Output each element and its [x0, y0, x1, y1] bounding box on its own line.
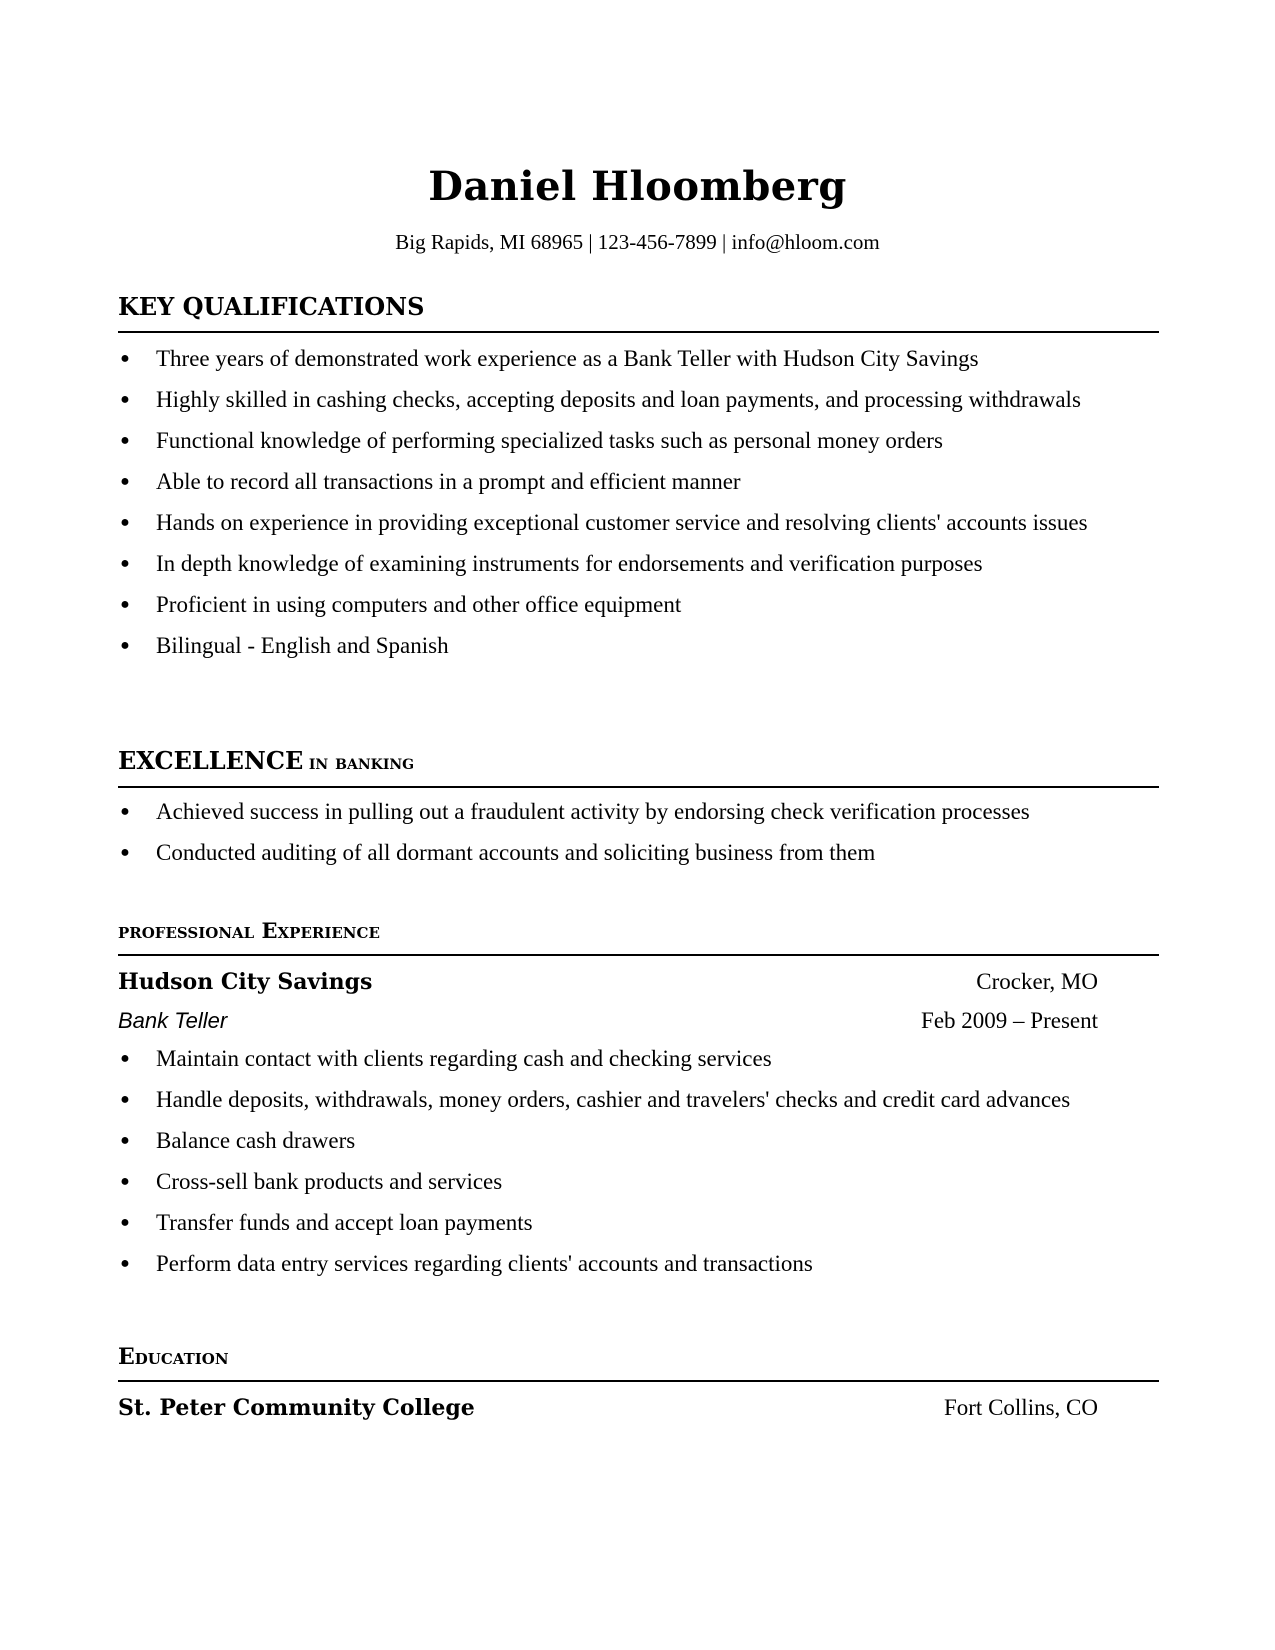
list-item: ● Achieved success in pulling out a fraudulent activity by endorsing check verification processes	[118, 798, 1158, 826]
job-duties-list	[118, 1045, 1158, 1291]
list-item: ● Conducted auditing of all dormant accounts and soliciting business from them	[118, 839, 1158, 867]
job-title: Bank Teller	[118, 1008, 228, 1033]
bullet-icon: ●	[120, 1173, 130, 1190]
education-heading: Education	[118, 1344, 229, 1370]
bullet-icon: ●	[120, 844, 130, 861]
list-item: ● Hands on experience in providing exceptional customer service and resolving clients' accounts issues	[118, 509, 1158, 537]
bullet-icon: ●	[120, 555, 130, 572]
bullet-icon: ●	[120, 637, 130, 654]
list-item: ● Able to record all transactions in a prompt and efficient manner	[118, 468, 1158, 496]
excellence-list	[118, 798, 1158, 880]
list-item: ● In depth knowledge of examining instruments for endorsements and verification purposes	[118, 550, 1158, 578]
section-divider	[118, 954, 1159, 956]
excellence-heading: EXCELLENCE in banking	[118, 746, 415, 775]
section-divider	[118, 331, 1159, 333]
list-item: ● Balance cash drawers	[118, 1127, 1158, 1155]
bullet-icon: ●	[120, 1214, 130, 1231]
contact-info: Big Rapids, MI 68965 | 123-456-7899 | info@hloom.com	[395, 230, 880, 254]
bullet-icon: ●	[120, 1132, 130, 1149]
bullet-icon: ●	[120, 514, 130, 531]
experience-heading: professional Experience	[118, 918, 380, 943]
list-item: ● Functional knowledge of performing specialized tasks such as personal money orders	[118, 427, 1158, 455]
school-name: St. Peter Community College	[118, 1395, 475, 1421]
section-divider	[118, 1380, 1159, 1382]
candidate-name: Daniel Hloomberg	[428, 163, 847, 210]
bullet-icon: ●	[120, 1255, 130, 1272]
section-divider	[118, 786, 1159, 788]
bullet-icon: ●	[120, 350, 130, 367]
school-location: Fort Collins, CO	[943, 1395, 1098, 1420]
list-item: ● Highly skilled in cashing checks, accepting deposits and loan payments, and processing withdrawals	[118, 386, 1158, 414]
list-item: ● Handle deposits, withdrawals, money orders, cashier and travelers' checks and credit card advances	[118, 1086, 1158, 1114]
bullet-icon: ●	[120, 1050, 130, 1067]
bullet-icon: ●	[120, 432, 130, 449]
job-title-row	[118, 1007, 1098, 1035]
school-row	[118, 1394, 1098, 1422]
bullet-icon: ●	[120, 391, 130, 408]
key-qualifications-heading: KEY QUALIFICATIONS	[118, 292, 425, 321]
bullet-icon: ●	[120, 1091, 130, 1108]
bullet-icon: ●	[120, 803, 130, 820]
list-item: ● Three years of demonstrated work experience as a Bank Teller with Hudson City Savings	[118, 345, 1158, 373]
bullet-icon: ●	[120, 596, 130, 613]
job-dates: Feb 2009 – Present	[921, 1008, 1098, 1033]
list-item: ● Perform data entry services regarding clients' accounts and transactions	[118, 1250, 1158, 1278]
list-item: ● Maintain contact with clients regarding cash and checking services	[118, 1045, 1158, 1073]
list-item: ● Transfer funds and accept loan payments	[118, 1209, 1158, 1237]
employer-name: Hudson City Savings	[118, 969, 373, 995]
job-header-row	[118, 968, 1098, 996]
list-item: ● Proficient in using computers and other office equipment	[118, 591, 1158, 619]
list-item: ● Bilingual - English and Spanish	[118, 632, 1158, 660]
list-item: ● Cross-sell bank products and services	[118, 1168, 1158, 1196]
key-qualifications-list	[118, 345, 1158, 673]
job-location: Crocker, MO	[976, 969, 1098, 994]
bullet-icon: ●	[120, 473, 130, 490]
